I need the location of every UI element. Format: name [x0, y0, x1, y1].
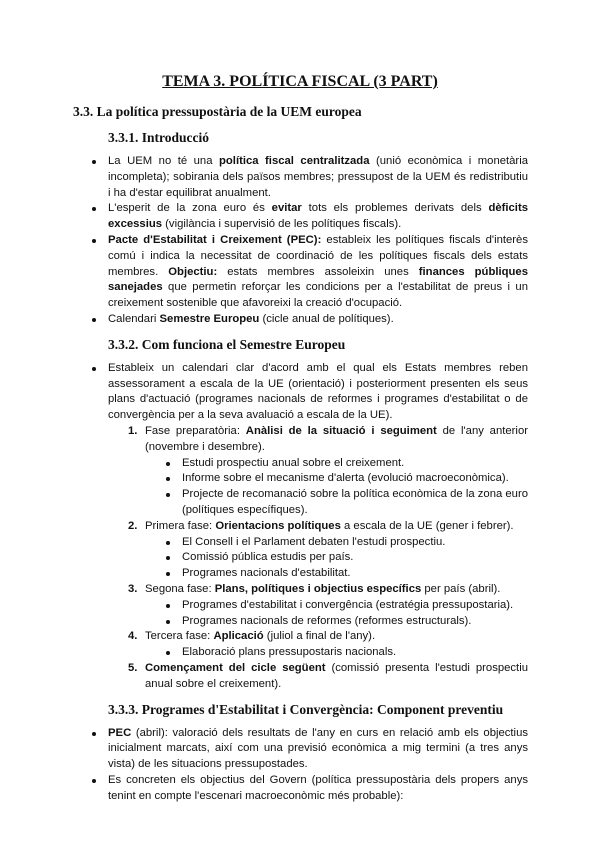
semestre-intro-text [108, 362, 528, 421]
list-item [108, 154, 528, 201]
text-run: (unió econòmica i monetària incompleta); sobirania dels països membres; pressupost de la UEM és redistributiu i ha d'estar equilibrat anualment. [108, 155, 528, 199]
text-run: Segona fase: [145, 582, 215, 595]
subsection-heading-semestre: 3.3.2. Com funciona el Semestre Europeu [108, 336, 346, 352]
phase-item [128, 661, 528, 693]
introduccio-list [108, 154, 528, 328]
subsection-heading-introduccio: 3.3.1. Introducció [108, 130, 210, 145]
list-item [108, 201, 528, 233]
text-run: (vigilància i supervisió de les polítiques fiscals). [162, 218, 402, 231]
bold-text: Plans, polítiques i objectius específics [214, 582, 422, 595]
list-item: Elaboració plans pressupostaris nacionals. [182, 645, 528, 661]
phase-sublist [145, 456, 528, 519]
text-run: (abril): valoració dels resultats de l'any en curs en relació amb els objectius inicialment marcats, així com una previsió econòmica a mig termini (a tres anys vista) de les situacions pressupostades. [108, 726, 528, 771]
subsection-heading-programes: 3.3.3. Programes d'Estabilitat i Convergència: Component preventiu [108, 701, 504, 717]
phase-item [128, 424, 529, 519]
phase-item [128, 582, 528, 629]
text-run: La UEM no té una [108, 155, 219, 167]
bold-text: Aplicació [213, 630, 264, 643]
programes-list [108, 726, 528, 805]
list-item: El Consell i el Parlament debaten l'estudi prospectiu. [182, 535, 528, 551]
text-run: que permetin reforçar les condicions per a l'estabilitat de preus i un creixement sostenible que afavoreixi la creació d'ocupació. [108, 281, 528, 310]
bold-text: finances públiques sanejades [108, 265, 529, 294]
text-run: L'esperit de la zona euro és [108, 202, 272, 215]
text-run: Es concreten els objectius del Govern (política pressupostària dels propers anys tenint en compte l'escenari macroeconòmic més probable): [108, 773, 528, 802]
text-run: Primera fase: [145, 519, 216, 532]
phase-number: 3. [128, 582, 138, 595]
list-item [108, 312, 528, 328]
text-run: estableix les polítiques fiscals d'interès comú i indica la necessitat de coordinació de les polítiques fiscals dels estats membres. [108, 233, 528, 278]
list-item [108, 361, 528, 693]
bold-text: evitar [271, 202, 302, 215]
text-run: Fase preparatòria: [145, 424, 246, 437]
phase-number: 2. [128, 519, 138, 532]
phase-number: 1. [128, 424, 138, 437]
text-run: de l'any anterior (novembre i desembre). [145, 424, 528, 453]
bold-text: Començament del cicle següent [145, 661, 326, 674]
text-run: Estableix un calendari clar d'acord amb el qual els Estats membres reben assessorament a escala de la UE (orientació) i posteriorment presenten els seus plans d'actuació (programes nacionals de reformes i programes d'estabilitat o de convergència per a la seva avaluació a escala de la UE). [108, 361, 528, 422]
bold-text: Pacte d'Estabilitat i Creixement (PEC): [108, 233, 322, 246]
text-run: per país (abril). [421, 582, 501, 595]
text-run: (juliol a final de l'any). [263, 630, 376, 643]
list-item [108, 233, 528, 312]
text-run: estats membres assoleixin unes [217, 265, 419, 278]
text-run: a escala de la UE (gener i febrer). [340, 519, 514, 532]
list-item: Programes nacionals d'estabilitat. [182, 566, 528, 582]
list-item [108, 726, 528, 773]
text-run: tots els problemes derivats dels [301, 202, 489, 215]
phase-item [128, 629, 528, 661]
list-item [108, 773, 528, 805]
semestre-list [108, 361, 528, 693]
phase-sublist [145, 598, 528, 630]
bold-text: PEC [108, 726, 132, 739]
section-heading: 3.3. La política pressupostària de la UEM europea [73, 104, 362, 119]
bold-text: Anàlisi de la situació i seguiment [245, 424, 437, 437]
bold-text: política fiscal centralitzada [219, 155, 370, 167]
phase-sublist [145, 645, 528, 661]
bold-text: Orientacions polítiques [215, 519, 341, 532]
list-item: Projecte de recomanació sobre la política econòmica de la zona euro (polítiques específiques). [182, 487, 528, 519]
list-item: Comissió pública estudis per país. [182, 550, 528, 566]
text-run: Tercera fase: [145, 630, 214, 643]
list-item: Programes d'estabilitat i convergência (estratégia pressupostaria). [182, 598, 528, 614]
bold-text: Semestre Europeu [159, 312, 260, 325]
text-run: (cicle anual de polítiques). [259, 312, 394, 325]
bold-text: Objectiu: [168, 265, 218, 278]
text-run: (comissió presenta l'estudi prospectiu anual sobre el creixement). [145, 661, 528, 690]
phase-number: 4. [128, 630, 138, 643]
bold-text: dèficits excessius [108, 202, 528, 231]
document-title: TEMA 3. POLÍTICA FISCAL (3 PART) [162, 73, 438, 90]
text-run: Calendari [108, 312, 160, 325]
phase-number: 5. [128, 661, 138, 674]
list-item: Estudi prospectiu anual sobre el creixement. [182, 456, 528, 472]
phases-list [108, 424, 528, 693]
phase-item [128, 519, 528, 582]
list-item: Informe sobre el mecanisme d'alerta (evolució macroeconòmica). [182, 471, 528, 487]
list-item: Programes nacionals de reformes (reformes estructurals). [182, 614, 528, 630]
phase-sublist [145, 535, 528, 582]
